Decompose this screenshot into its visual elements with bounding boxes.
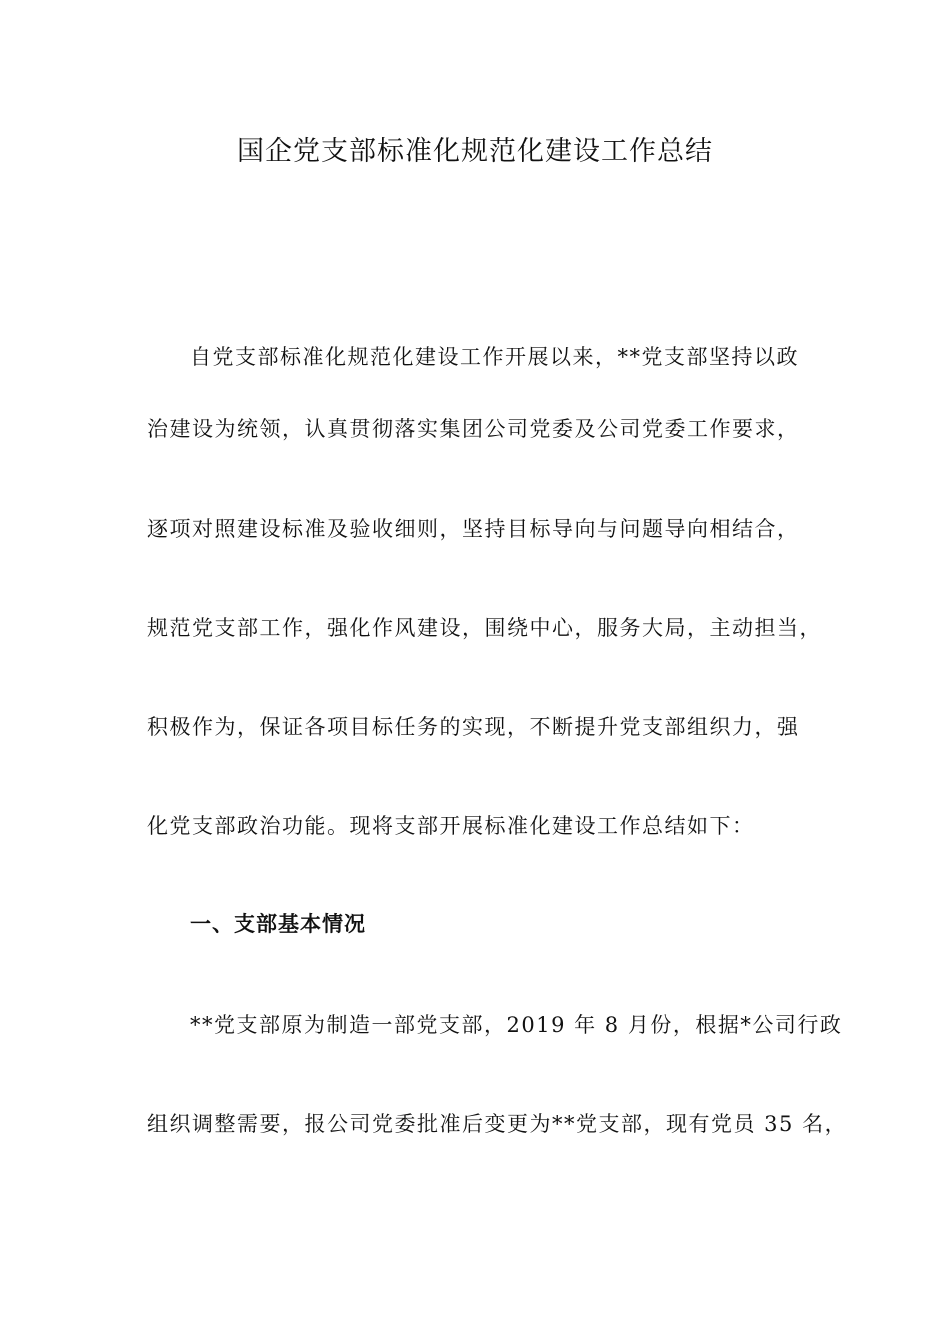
- paragraph-line: 治建设为统领，认真贯彻落实集团公司党委及公司党委工作要求，: [147, 417, 800, 441]
- paragraph-line: 自党支部标准化规范化建设工作开展以来，**党支部坚持以政: [190, 345, 799, 369]
- paragraph-line: 积极作为，保证各项目标任务的实现，不断提升党支部组织力，强: [147, 715, 800, 739]
- section-heading: 一、支部基本情况: [190, 912, 366, 936]
- paragraph-line: 规范党支部工作，强化作风建设，围绕中心，服务大局，主动担当，: [147, 616, 822, 640]
- paragraph-line: 逐项对照建设标准及验收细则，坚持目标导向与问题导向相结合，: [147, 517, 800, 541]
- document-title: 国企党支部标准化规范化建设工作总结: [237, 136, 713, 167]
- paragraph-line: **党支部原为制造一部党支部，2019 年 8 月份，根据*公司行政: [190, 1013, 843, 1037]
- paragraph-line: 化党支部政治功能。现将支部开展标准化建设工作总结如下：: [147, 814, 755, 838]
- paragraph-line: 组织调整需要，报公司党委批准后变更为**党支部，现有党员 35 名，: [147, 1112, 848, 1136]
